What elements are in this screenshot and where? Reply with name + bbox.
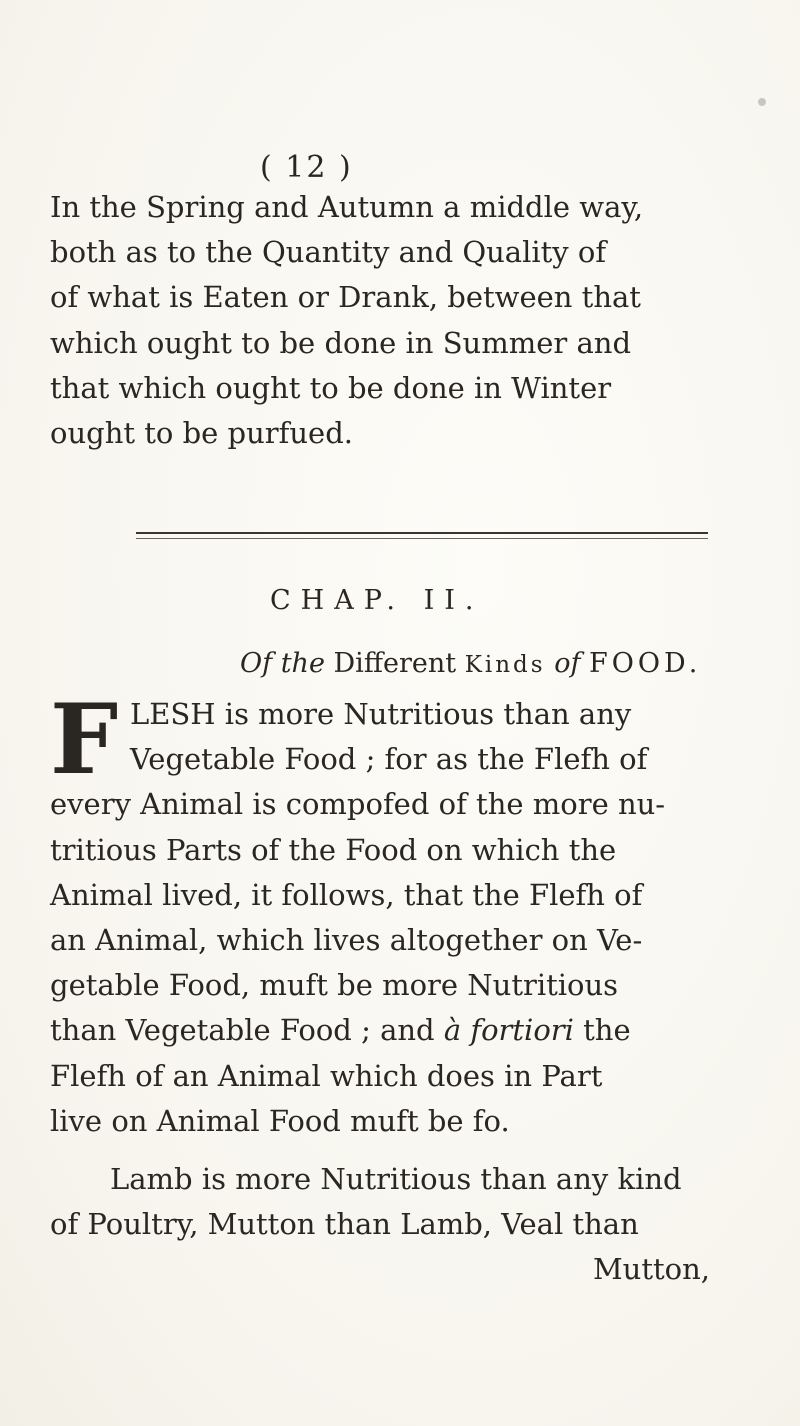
text-segment: than Vegetable Food ; and <box>50 1013 435 1048</box>
paragraph-seasons <box>50 185 710 456</box>
subtitle-kinds: Kinds <box>464 652 546 678</box>
page-number: ( 12 ) <box>260 150 353 185</box>
subtitle-different: Different <box>333 648 457 679</box>
text-line: Flefh of an Animal which does in Part <box>50 1058 603 1093</box>
text-line: getable Food, muft be more Nutritious <box>50 968 619 1003</box>
text-line: which ought to be done in Summer and <box>50 325 632 360</box>
text-line: of what is Eaten or Drank, between that <box>50 280 641 315</box>
text-line: of Poultry, Mutton than Lamb, Veal than <box>50 1207 639 1242</box>
text-line: both as to the Quantity and Quality of <box>50 235 607 270</box>
chapter-heading: CHAP. II. <box>270 585 484 616</box>
text-line: Lamb is more Nutritious than any kind <box>110 1162 682 1196</box>
paragraph-lamb <box>50 1157 710 1293</box>
catchword: Mutton, <box>592 1252 710 1287</box>
text-line: ought to be purfued. <box>50 416 353 451</box>
text-line: live on Animal Food muft be fo. <box>50 1103 510 1138</box>
text-line: LESH is more Nutritious than any <box>130 697 632 731</box>
chapter-subtitle <box>240 648 701 679</box>
drop-cap: F <box>50 683 119 796</box>
a-fortiori-italic: à fortiori <box>443 1013 574 1048</box>
text-line: every Animal is compofed of the more nu- <box>50 787 666 822</box>
text-line: Animal lived, it follows, that the Flefh of <box>50 877 643 912</box>
subtitle-of: of <box>554 648 581 679</box>
text-line: Vegetable Food ; for as the Flefh of <box>130 742 648 777</box>
paper-spot <box>758 98 766 106</box>
text-segment: the <box>583 1013 631 1048</box>
paragraph-flesh <box>50 683 710 1144</box>
text-line <box>50 1008 710 1053</box>
text-line: that which ought to be done in Winter <box>50 370 612 405</box>
text-line: an Animal, which lives altogether on Ve- <box>50 923 643 958</box>
text-line: tritious Parts of the Food on which the <box>50 832 617 867</box>
subtitle-food: FOOD. <box>589 648 702 679</box>
section-divider <box>136 532 708 539</box>
subtitle-of-the: Of the <box>240 648 325 679</box>
text-line: In the Spring and Autumn a middle way, <box>50 190 644 224</box>
